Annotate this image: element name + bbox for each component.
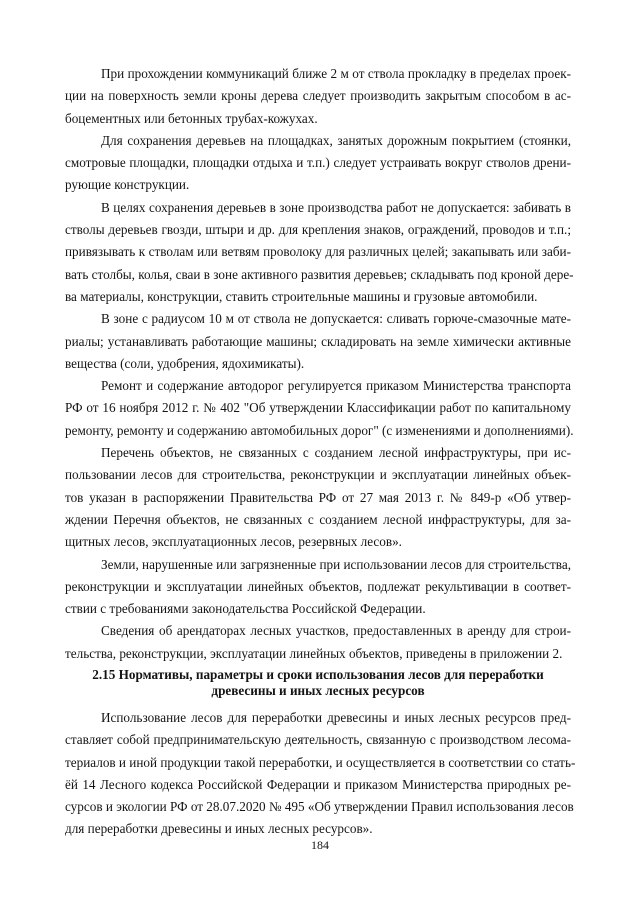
section-heading: [65, 667, 571, 699]
text-line: тельства, реконструкции, эксплуатации линейных объектов, приведены в приложении 2.: [65, 645, 563, 661]
text-line: ждении Перечня объектов, не связанных с созданием лесной инфраструктуры, для за-: [65, 511, 571, 527]
text-line: ва материалы, конструкции, ставить строительные машины и грузовые автомобили.: [65, 288, 538, 304]
text-line: сурсов и экологии РФ от 28.07.2020 № 495 «Об утверждении Правил использования лесов: [65, 799, 574, 815]
text-line: В зоне с радиусом 10 м от ствола не допускается: сливать горюче-смазочные мате-: [101, 311, 571, 327]
text-line: привязывать к стволам или ветвям проволоку для различных целей; закапывать или заби-: [65, 244, 571, 260]
text-line: пользовании лесов для строительства, реконструкции и эксплуатации линейных объек-: [65, 467, 571, 483]
text-line: РФ от 16 ноября 2012 г. № 402 "Об утверждении Классификации работ по капитальному: [65, 400, 571, 416]
text-line: для переработки древесины и иных лесных ресурсов».: [65, 821, 373, 837]
text-line: щитных лесов, эксплуатационных лесов, резервных лесов».: [65, 534, 402, 550]
text-line: Земли, нарушенные или загрязненные при использовании лесов для строительства,: [101, 556, 571, 572]
text-line: ремонту, ремонту и содержанию автомобильных дорог" (с изменениями и дополнениями).: [65, 422, 574, 438]
body-text-top: [65, 63, 574, 665]
page-number: 184: [311, 838, 329, 852]
text-line: При прохождении коммуникаций ближе 2 м от ствола прокладку в пределах проек-: [101, 66, 571, 81]
text-line: рующие конструкции.: [65, 177, 190, 193]
body-text-bottom: [65, 707, 576, 841]
text-line: тов указан в распоряжении Правительства РФ от 27 мая 2013 г. № 849-р «Об утвер-: [65, 489, 571, 505]
paragraph: [65, 63, 571, 130]
text-line: Использование лесов для переработки древесины и иных лесных ресурсов пред-: [101, 710, 571, 725]
text-line: ставляет собой предпринимательскую деятельность, связанную с производством лесома-: [65, 732, 571, 748]
text-line: стволы деревьев гвозди, штыри и др. для крепления знаков, ограждений, проводов и т.п.;: [65, 222, 571, 238]
text-line: вать столбы, колья, сваи в зоне активного развития деревьев; складывать под кроной дере-: [65, 266, 574, 282]
text-line: смотровые площадки, площадки отдыха и т.п.) следует устраивать вокруг стволов дрени-: [65, 155, 571, 171]
paragraph: [65, 620, 571, 665]
text-line: боцементных или бетонных трубах-кожухах.: [65, 110, 318, 126]
text-line: вещества (соли, удобрения, ядохимикаты).: [65, 355, 305, 371]
paragraph: [65, 375, 574, 442]
paragraph: [65, 442, 571, 553]
paragraph: [65, 130, 571, 197]
paragraph: [65, 197, 574, 308]
text-line: ёй 14 Лесного кодекса Российской Федерации и приказом Министерства природных ре-: [65, 776, 571, 792]
paragraph: [65, 707, 576, 841]
paragraph: [65, 308, 571, 375]
paragraph: [65, 554, 571, 621]
text-line: Ремонт и содержание автодорог регулируется приказом Министерства транспорта: [101, 378, 571, 394]
text-line: ствии с требованиями законодательства Российской Федерации.: [65, 601, 426, 617]
text-line: Для сохранения деревьев на площадках, занятых дорожным покрытием (стоянки,: [101, 132, 571, 148]
text-line: В целях сохранения деревьев в зоне производства работ не допускается: забивать в: [101, 199, 571, 215]
section-heading-line-1: 2.15 Нормативы, параметры и сроки использования лесов для переработки: [92, 667, 544, 682]
text-line: Перечень объектов, не связанных с созданием лесной инфраструктуры, при ис-: [101, 445, 571, 461]
text-line: ции на поверхность земли кроны дерева следует производить закрытым способом в ас-: [65, 88, 571, 104]
text-line: Сведения об арендаторах лесных участков, предоставленных в аренду для строи-: [101, 623, 571, 639]
section-heading-line-2: древесины и иных лесных ресурсов: [211, 683, 425, 698]
text-line: риалы; устанавливать работающие машины; складировать на земле химически активные: [65, 333, 571, 349]
text-line: реконструкции и эксплуатации линейных объектов, подлежат рекультивации в соответ-: [65, 578, 571, 594]
text-line: териалов и иной продукции такой переработки, и осуществляется в соответствии со стать-: [65, 754, 576, 770]
